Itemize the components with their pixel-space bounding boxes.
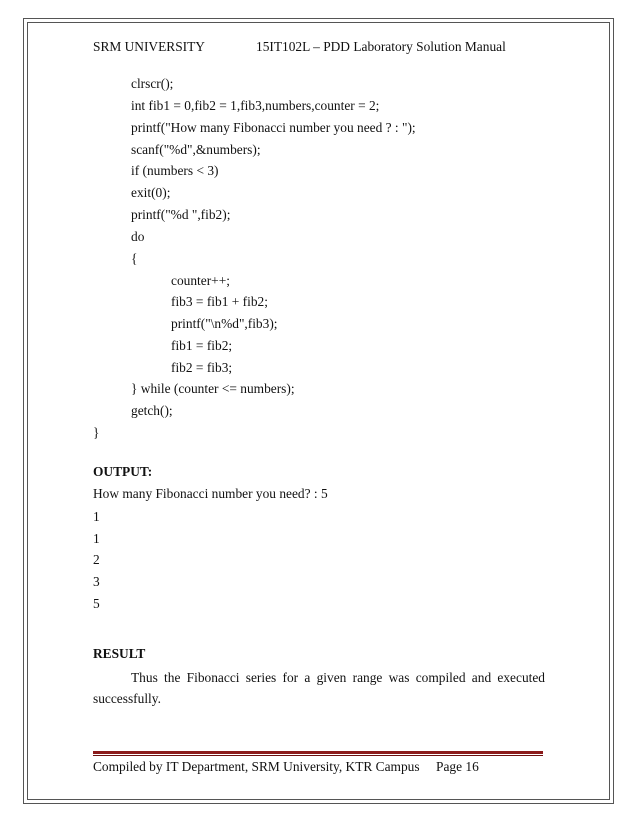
code-line: fib1 = fib2; xyxy=(171,338,233,353)
code-line: } while (counter <= numbers); xyxy=(131,381,295,396)
output-line: 2 xyxy=(93,552,100,567)
code-line: printf("\n%d",fib3); xyxy=(171,316,278,331)
code-line: int fib1 = 0,fib2 = 1,fib3,numbers,counter = 2; xyxy=(131,98,380,113)
code-line: clrscr(); xyxy=(131,76,174,91)
result-paragraph: Thus the Fibonacci series for a given range was compiled and executed successfully. xyxy=(93,670,545,706)
code-line: exit(0); xyxy=(131,185,171,200)
code-line: printf("%d ",fib2); xyxy=(131,207,231,222)
output-line: 5 xyxy=(93,596,100,611)
code-line: printf("How many Fibonacci number you need ? : "); xyxy=(131,120,416,135)
header-course-title: 15IT102L – PDD Laboratory Solution Manual xyxy=(256,39,506,54)
code-line: fib3 = fib1 + fib2; xyxy=(171,294,268,309)
code-line: if (numbers < 3) xyxy=(131,163,219,178)
output-line: 3 xyxy=(93,574,100,589)
footer-credit: Compiled by IT Department, SRM University, KTR Campus xyxy=(93,759,420,774)
page-header xyxy=(93,39,506,55)
code-line: counter++; xyxy=(171,273,230,288)
header-university: SRM UNIVERSITY xyxy=(93,39,205,54)
page-footer xyxy=(93,759,479,775)
result-heading: RESULT xyxy=(93,646,146,661)
code-line: getch(); xyxy=(131,403,173,418)
output-line: How many Fibonacci number you need? : 5 xyxy=(93,486,328,501)
code-line: } xyxy=(93,425,100,440)
output-line: 1 xyxy=(93,531,100,546)
code-line: { xyxy=(131,251,138,266)
footer-rule xyxy=(93,751,543,754)
footer-page-number: Page 16 xyxy=(436,759,479,774)
output-heading: OUTPUT: xyxy=(93,464,153,479)
output-line: 1 xyxy=(93,509,100,524)
code-line: scanf("%d",&numbers); xyxy=(131,142,261,157)
code-line: do xyxy=(131,229,145,244)
footer-rule-thin xyxy=(93,755,543,756)
code-line: fib2 = fib3; xyxy=(171,360,233,375)
